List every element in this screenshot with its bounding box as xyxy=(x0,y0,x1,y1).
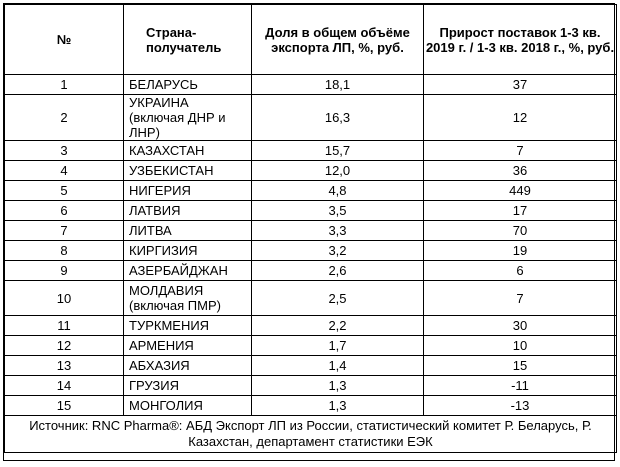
country-cell xyxy=(124,356,252,376)
country-name: МОНГОЛИЯ xyxy=(129,398,203,413)
country-name: УЗБЕКИСТАН xyxy=(129,163,214,178)
row-number: 3 xyxy=(5,141,124,161)
row-number: 10 xyxy=(5,281,124,316)
country-name: НИГЕРИЯ xyxy=(129,183,191,198)
country-cell xyxy=(124,75,252,95)
header-country: Страна-получатель xyxy=(124,5,252,75)
share-value: 2,5 xyxy=(252,281,424,316)
growth-value: 10 xyxy=(424,336,617,356)
row-number: 15 xyxy=(5,396,124,416)
growth-value: 30 xyxy=(424,316,617,336)
table-row xyxy=(5,181,617,201)
country-name: ТУРКМЕНИЯ xyxy=(129,318,210,333)
share-value: 12,0 xyxy=(252,161,424,181)
country-name: АБХАЗИЯ xyxy=(129,358,190,373)
country-name: АЗЕРБАЙДЖАН xyxy=(129,263,228,278)
country-cell xyxy=(124,336,252,356)
growth-value: 15 xyxy=(424,356,617,376)
share-value: 3,3 xyxy=(252,221,424,241)
table-row xyxy=(5,241,617,261)
header-growth: Прирост поставок 1-3 кв. 2019 г. / 1-3 кв. 2018 г., %, руб. xyxy=(424,5,617,75)
share-value: 3,2 xyxy=(252,241,424,261)
row-number: 9 xyxy=(5,261,124,281)
growth-value: 7 xyxy=(424,281,617,316)
growth-value: -11 xyxy=(424,376,617,396)
row-number: 5 xyxy=(5,181,124,201)
share-value: 1,3 xyxy=(252,376,424,396)
row-number: 6 xyxy=(5,201,124,221)
header-share: Доля в общем объёме экспорта ЛП, %, руб. xyxy=(252,5,424,75)
country-cell xyxy=(124,181,252,201)
table-row xyxy=(5,261,617,281)
share-value: 4,8 xyxy=(252,181,424,201)
table-row xyxy=(5,75,617,95)
table-row xyxy=(5,396,617,416)
country-name: БЕЛАРУСЬ xyxy=(129,77,198,92)
country-cell xyxy=(124,241,252,261)
share-value: 1,3 xyxy=(252,396,424,416)
growth-value: 36 xyxy=(424,161,617,181)
share-value: 16,3 xyxy=(252,95,424,141)
source-row xyxy=(5,416,617,453)
table-row xyxy=(5,376,617,396)
country-name: АРМЕНИЯ xyxy=(129,338,194,353)
country-cell xyxy=(124,396,252,416)
country-name: ГРУЗИЯ xyxy=(129,378,179,393)
country-cell xyxy=(124,316,252,336)
share-value: 18,1 xyxy=(252,75,424,95)
table-row xyxy=(5,221,617,241)
share-value: 2,6 xyxy=(252,261,424,281)
country-cell xyxy=(124,95,252,141)
country-cell xyxy=(124,281,252,316)
growth-value: -13 xyxy=(424,396,617,416)
row-number: 4 xyxy=(5,161,124,181)
share-value: 15,7 xyxy=(252,141,424,161)
country-cell xyxy=(124,161,252,181)
country-name: ЛАТВИЯ xyxy=(129,203,181,218)
row-number: 14 xyxy=(5,376,124,396)
table-row xyxy=(5,336,617,356)
table-row xyxy=(5,95,617,141)
table-body xyxy=(5,75,617,416)
table-row xyxy=(5,161,617,181)
row-number: 12 xyxy=(5,336,124,356)
share-value: 1,4 xyxy=(252,356,424,376)
country-name: УКРАИНА xyxy=(129,95,189,110)
table-row xyxy=(5,201,617,221)
growth-value: 70 xyxy=(424,221,617,241)
share-value: 1,7 xyxy=(252,336,424,356)
country-name: МОЛДАВИЯ xyxy=(129,283,204,298)
export-table xyxy=(4,4,617,453)
row-number: 13 xyxy=(5,356,124,376)
growth-value: 12 xyxy=(424,95,617,141)
country-cell xyxy=(124,376,252,396)
share-value: 2,2 xyxy=(252,316,424,336)
country-name: КАЗАХСТАН xyxy=(129,143,205,158)
country-cell xyxy=(124,221,252,241)
country-cell xyxy=(124,261,252,281)
table-row xyxy=(5,316,617,336)
header-num: № xyxy=(5,5,124,75)
growth-value: 17 xyxy=(424,201,617,221)
row-number: 11 xyxy=(5,316,124,336)
export-table-frame xyxy=(3,3,615,461)
country-note: (включая ПМР) xyxy=(129,298,221,313)
table-row xyxy=(5,141,617,161)
share-value: 3,5 xyxy=(252,201,424,221)
row-number: 1 xyxy=(5,75,124,95)
growth-value: 19 xyxy=(424,241,617,261)
country-cell xyxy=(124,141,252,161)
country-name: ЛИТВА xyxy=(129,223,172,238)
growth-value: 37 xyxy=(424,75,617,95)
row-number: 8 xyxy=(5,241,124,261)
growth-value: 6 xyxy=(424,261,617,281)
country-cell xyxy=(124,201,252,221)
country-name: КИРГИЗИЯ xyxy=(129,243,198,258)
row-number: 2 xyxy=(5,95,124,141)
growth-value: 449 xyxy=(424,181,617,201)
row-number: 7 xyxy=(5,221,124,241)
table-row xyxy=(5,356,617,376)
source-note: Источник: RNC Pharma®: АБД Экспорт ЛП из России, статистический комитет Р. Беларусь, Р. Казахстан, департамент статистики ЕЭК xyxy=(5,416,617,453)
growth-value: 7 xyxy=(424,141,617,161)
header-row xyxy=(5,5,617,75)
table-row xyxy=(5,281,617,316)
country-note: (включая ДНР и ЛНР) xyxy=(129,110,226,140)
